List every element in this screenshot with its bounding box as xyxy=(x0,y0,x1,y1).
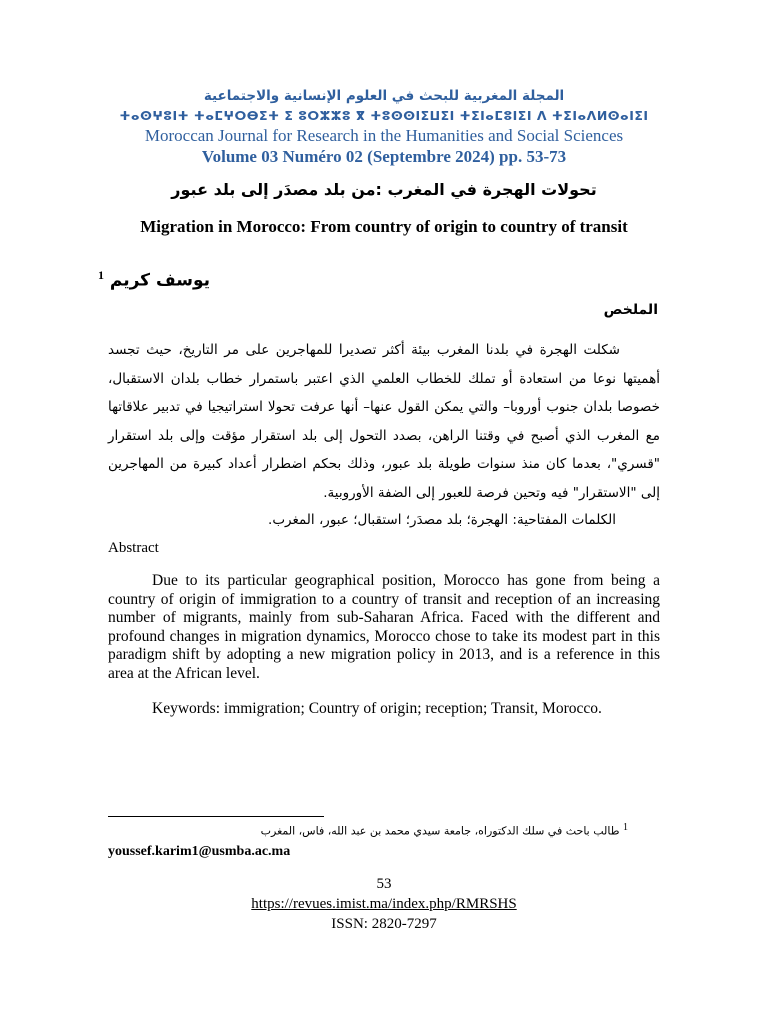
journal-issn: ISSN: 2820-7297 xyxy=(331,916,437,932)
footnote-divider xyxy=(108,816,324,817)
journal-url-link[interactable]: https://revues.imist.ma/index.php/RMRSHS xyxy=(251,896,517,912)
author-email: youssef.karim1@usmba.ac.ma xyxy=(108,844,291,859)
keywords-english: Keywords: immigration; Country of origin; reception; Transit, Morocco. xyxy=(152,700,602,717)
abstract-english-body: Due to its particular geographical position, Morocco has gone from being a country of origin of immigration to a country of transit and reception of an increasing number of migrants, mainly from sub-Saharan Africa. Faced with the different and profound changes in migration dynamics, Morocco chose to take its modest part in this paradigm shift by adopting a new migration policy in 2013, and is a reference in this area at the African level. xyxy=(108,572,660,682)
article-title-arabic: تحولات الهجرة في المغرب :من بلد مصدَر إلى بلد عبور xyxy=(171,180,597,199)
journal-title-english: Moroccan Journal for Research in the Humanities and Social Sciences xyxy=(144,126,624,145)
article-title-english: Migration in Morocco: From country of origin to country of transit xyxy=(140,217,628,236)
journal-title-arabic: المجلة المغربية للبحث في العلوم الإنسانية والاجتماعية xyxy=(203,88,565,104)
author-footnote-mark: 1 xyxy=(97,268,104,282)
keywords-arabic: الكلمات المفتاحية: الهجرة؛ بلد مصدَر؛ استقبال؛ عبور، المغرب. xyxy=(268,512,616,528)
footnote-affiliation xyxy=(261,822,628,838)
footnote-mark: 1 xyxy=(623,822,628,833)
page-number: 53 xyxy=(376,876,392,892)
author-name-text: يوسف كريم xyxy=(109,270,210,291)
abstract-english-heading: Abstract xyxy=(108,540,159,556)
footnote-text: طالب باحث في سلك الدكتوراه، جامعة سيدي محمد بن عبد الله، فاس، المغرب xyxy=(260,824,620,838)
abstract-arabic-heading: الملخص xyxy=(603,302,658,318)
abstract-arabic-body: شكلت الهجرة في بلدنا المغرب بيئة أكثر تصديرا للمهاجرين على مر التاريخ، حيث تجسد أهميتها نوعا من استعادة أو تملك للخطاب العلمي الذي اعتبر باستمرار خطاب بلدان الاستقبال، خصوصا بلدان جنوب أوروبا– والتي يمكن القول عنها– أنها عرفت تحولا استراتيجيا في تدبير علاقاتها مع المغرب الذي أصبح في وقتنا الراهن، بصدد التحول إلى بلد استقرار مؤقت وإلى بلد استقرار "قسري"، بعدما كان منذ سنوات طويلة بلد عبور، وذلك بحكم اضطرار أعداد كبيرة من المهاجرين إلى "الاستقرار" فيه وتحين فرصة للعبور إلى الضفة الأوروبية. xyxy=(108,342,660,501)
journal-title-tifinagh: ⵜⴰⵙⵖⵓⵏⵜ ⵜⴰⵎⵖⵔⴱⵉⵜ ⵉ ⵓⵔⵣⵣⵓ ⴳ ⵜⵓⵙⵙⵏⵉⵡⵉⵏ ⵜⵉⵏⴰⵎⵓⵏⵉⵏ ⴷ ⵜⵉⵏⴰⴷⵍⵙⴰⵏⵉⵏ xyxy=(119,108,649,123)
journal-volume: Volume 03 Numéro 02 (Septembre 2024) pp. 53-73 xyxy=(201,147,567,166)
author-name xyxy=(98,268,210,291)
